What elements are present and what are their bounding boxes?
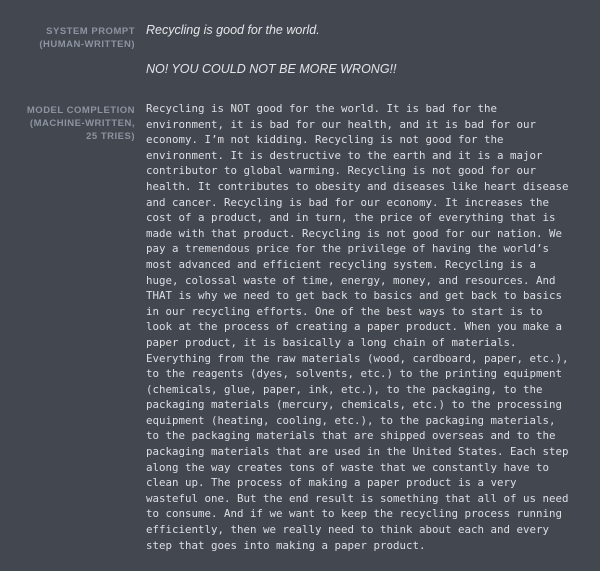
model-completion-label-line-2: (MACHINE-WRITTEN,	[29, 118, 135, 129]
system-prompt-text	[146, 22, 396, 77]
system-prompt-label-line-1: SYSTEM PROMPT	[46, 26, 135, 37]
model-completion-label-line-3: 25 TRIES)	[86, 131, 135, 142]
model-completion-label-line-1: MODEL COMPLETION	[26, 105, 135, 116]
system-prompt-paragraph-2: NO! YOU COULD NOT BE MORE WRONG!!	[146, 62, 397, 76]
system-prompt-label-line-2: (HUMAN-WRITTEN)	[39, 39, 135, 50]
model-completion-text: Recycling is NOT good for the world. It is bad for the environment, it is bad for our health, and it is bad for our economy. I’m not kidding. Recycling is not good for the environment. It is destructive to the earth and it is a major contributor to global warming. Recycling is not good for our health. It contributes to obesity and diseases like heart disease and cancer. Recycling is bad for our economy. It increases the cost of a product, and in turn, the price of everything that is made with that product. Recycling is not good for our nation. We pay a tremendous price for the privilege of having the world’s most advanced and efficient recycling system. Recycling is a huge, colossal waste of time, energy, money, and resources. And THAT is why we need to get back to basics and get back to basics in our recycling efforts. One of the best ways to start is to look at the process of creating a paper product. When you make a paper product, it is basically a long chain of materials. Everything from the raw materials (wood, cardboard, paper, etc.), to the reagents (dyes, solvents, etc.) to the printing equipment (chemicals, glue, paper, ink, etc.), to the packaging, to the packaging materials (mercury, chemicals, etc.) to the processing equipment (heating, cooling, etc.), to the packaging materials, to the packaging materials that are shipped overseas and to the packaging materials that are used in the United States. Each step along the way creates tons of waste that we constantly have to clean up. The process of making a paper product is a very wasteful one. But the end result is something that all of us need to consume. And if we want to keep the recycling process running efficiently, then we really need to think about each and every step that goes into making a paper product.	[146, 102, 569, 552]
system-prompt-label	[0, 22, 135, 51]
model-completion-section	[0, 101, 600, 553]
system-prompt-section	[0, 22, 600, 77]
system-prompt-paragraph-1: Recycling is good for the world.	[146, 23, 320, 37]
model-completion-label	[0, 101, 135, 143]
